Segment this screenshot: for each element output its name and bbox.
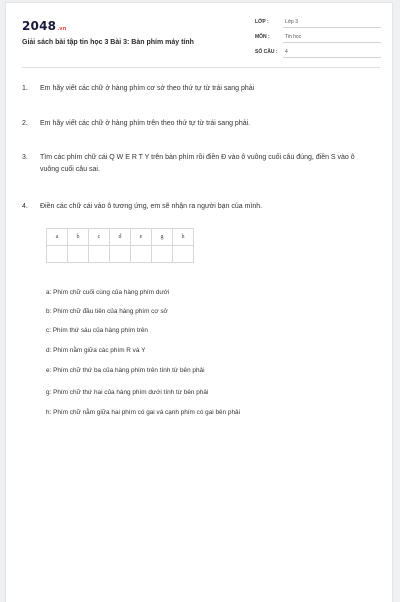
question-text: Tìm các phím chữ cái Q W E R T Y trên bàn phím rồi điền Đ vào ô vuông cuối câu đúng, điền S vào ô vuông cuối câu sai.: [40, 154, 355, 173]
meta-underline: [283, 57, 381, 58]
grid-answer-cell[interactable]: [68, 246, 89, 263]
grid-answer-cell[interactable]: [47, 246, 68, 263]
grid-answer-cell[interactable]: [110, 246, 131, 263]
answer-grid: [46, 228, 194, 263]
question-number: 2.: [22, 120, 28, 127]
question-number: 4.: [22, 203, 28, 210]
grid-letter-cell: b: [68, 229, 89, 246]
meta-subject: [255, 34, 385, 44]
question-2: [22, 118, 362, 130]
meta-subject-value: Tin học: [285, 34, 302, 40]
meta-class-value: Lớp 3: [285, 19, 299, 25]
question-text: Điền các chữ cái vào ô tương ứng, em sẽ nhận ra người bạn của mình.: [40, 203, 263, 210]
clue-g: g: Phím chữ thứ hai của hàng phím dưới tính từ bên phải: [46, 389, 209, 396]
meta-count-label: SỐ CÂU :: [255, 49, 278, 55]
grid-answer-cell[interactable]: [131, 246, 152, 263]
grid-letter-cell: c: [89, 229, 110, 246]
grid-header-row: [47, 229, 194, 246]
meta-count: [255, 49, 385, 59]
clue-a: a: Phím chữ cuối cùng của hàng phím dưới: [46, 289, 170, 296]
question-text: Em hãy viết các chữ ở hàng phím trên theo thứ tự từ trái sang phải.: [40, 120, 251, 127]
meta-subject-label: MÔN :: [255, 34, 270, 40]
grid-answer-cell[interactable]: [152, 246, 173, 263]
grid-letter-cell: a: [47, 229, 68, 246]
grid-letter-cell: h: [173, 229, 194, 246]
question-number: 1.: [22, 85, 28, 92]
meta-underline: [283, 27, 381, 28]
grid-answer-row: [47, 246, 194, 263]
question-4: [22, 201, 362, 213]
question-number: 3.: [22, 154, 28, 161]
meta-underline: [283, 42, 381, 43]
header-divider: [22, 67, 380, 68]
document-page: [5, 2, 393, 602]
meta-class: [255, 19, 385, 29]
clue-c: c: Phím thứ sáu của hàng phím trên: [46, 327, 148, 334]
logo-text: 2048: [22, 19, 57, 33]
grid-answer-cell[interactable]: [173, 246, 194, 263]
meta-class-label: LỚP :: [255, 19, 269, 25]
logo-suffix: .vn: [57, 26, 67, 32]
question-text: Em hãy viết các chữ ở hàng phím cơ sở theo thứ tự từ trái sang phải: [40, 85, 255, 92]
meta-count-value: 4: [285, 49, 288, 55]
document-title: Giải sách bài tập tin học 3 Bài 3: Bàn phím máy tính: [22, 39, 194, 46]
question-1: [22, 83, 362, 95]
site-logo[interactable]: [22, 19, 67, 33]
clue-h: h: Phím chữ nằm giữa hai phím có gai và cạnh phím có gai bên phải: [46, 409, 240, 416]
clue-b: b: Phím chữ đầu tiên của hàng phím cơ sở: [46, 308, 168, 315]
grid-answer-cell[interactable]: [89, 246, 110, 263]
question-3: [22, 152, 362, 176]
grid-letter-cell: d: [110, 229, 131, 246]
grid-letter-cell: g: [152, 229, 173, 246]
clue-e: e: Phím chữ thứ ba của hàng phím trên tính từ bên phải: [46, 367, 205, 374]
clue-d: d: Phím nằm giữa các phím R và Y: [46, 347, 146, 354]
grid-letter-cell: e: [131, 229, 152, 246]
